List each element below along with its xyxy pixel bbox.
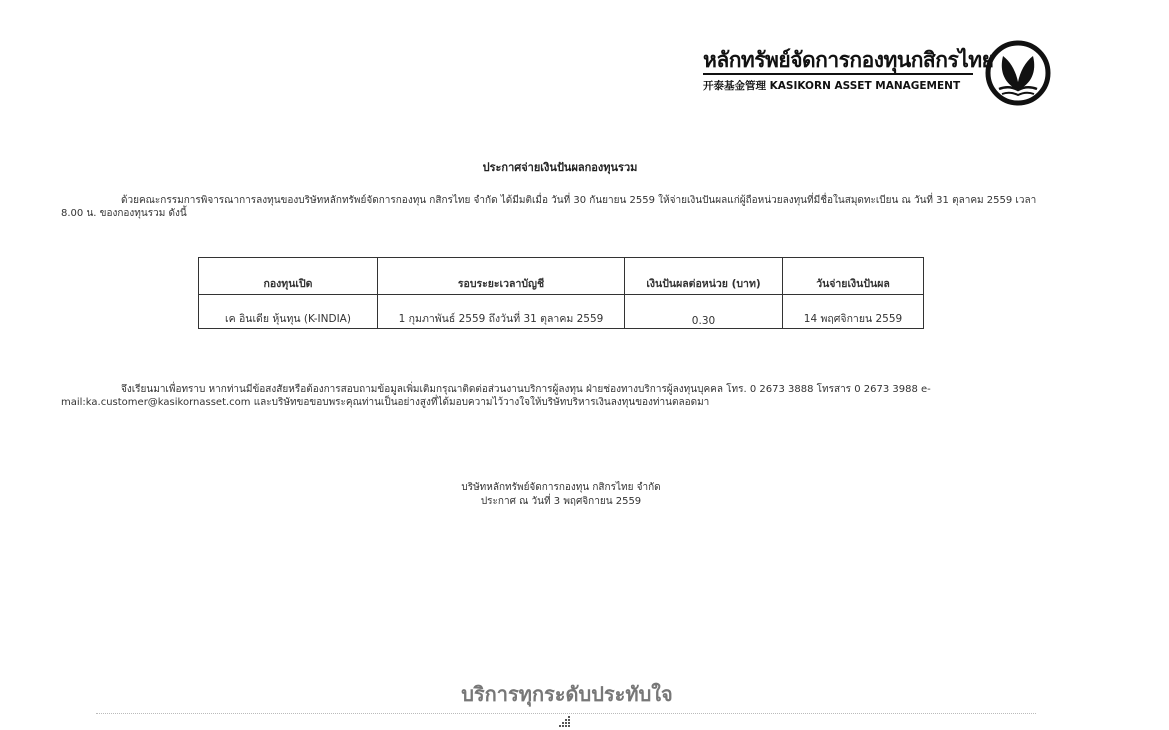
cell-dividend: 0.30: [625, 295, 783, 329]
document-title: ประกาศจ่ายเงินปันผลกองทุนรวม: [482, 161, 638, 174]
header-fund: กองทุนเปิด: [199, 258, 378, 295]
logo-underline: [703, 73, 973, 75]
signature-company: บริษัทหลักทรัพย์จัดการกองทุน กสิกรไทย จำกัด: [461, 482, 661, 493]
table-row: [199, 295, 924, 329]
logo-thai-text: หลักทรัพย์จัดการกองทุนกสิกรไทย: [703, 48, 994, 72]
table-header-row: [199, 258, 924, 295]
company-logo: [700, 38, 1052, 108]
dividend-table: [198, 257, 924, 329]
intro-paragraph: ด้วยคณะกรรมการพิจารณาการลงทุนของบริษัทหลักทรัพย์จัดการกองทุน กสิกรไทย จำกัด ได้มีมติเมื่อ วันที่ 30 กันยายน 2559 ให้จ่ายเงินปันผลแก่ผู้ถือหน่วยลงทุนที่มีชื่อในสมุดทะเบียน ณ วันที่ 31 ตุลาคม 2559 เวลา 8.00 น. ของกองทุนรวม ดังนี้: [61, 195, 1037, 219]
kasikorn-leaf-logo-icon: [985, 40, 1051, 106]
closing-paragraph: จึงเรียนมาเพื่อทราบ หากท่านมีข้อสงสัยหรือต้องการสอบถามข้อมูลเพิ่มเติมกรุณาติดต่อส่วนงานบริการผู้ลงทุน ฝ่ายช่องทางบริการผู้ลงทุนบุคคล โทร. 0 2673 3888 โทรสาร 0 2673 3988 e-mail:ka.customer@kasikornasset.com และบริษัทขอขอบพระคุณท่านเป็นอย่างสูงที่ได้มอบความไว้วางใจให้บริษัทบริหารเงินลงทุนของท่านตลอดมา: [61, 384, 931, 408]
cell-fund-name: เค อินเดีย หุ้นทุน (K-INDIA): [199, 295, 378, 329]
cell-payment-date: 14 พฤศจิกายน 2559: [783, 295, 924, 329]
header-dividend-per-unit: เงินปันผลต่อหน่วย (บาท): [625, 258, 783, 295]
footer-slogan: บริการทุกระดับประทับใจ: [461, 682, 673, 706]
header-accounting-period: รอบระยะเวลาบัญชี: [378, 258, 625, 295]
header-payment-date: วันจ่ายเงินปันผล: [783, 258, 924, 295]
resize-grip-icon[interactable]: [558, 715, 572, 729]
signature-date: ประกาศ ณ วันที่ 3 พฤศจิกายน 2559: [480, 496, 642, 507]
logo-english-text: 开泰基金管理 KASIKORN ASSET MANAGEMENT: [703, 80, 961, 92]
signature-block: [0, 481, 1122, 509]
footer-divider: [96, 713, 1036, 714]
cell-accounting-period: 1 กุมภาพันธ์ 2559 ถึงวันที่ 31 ตุลาคม 2559: [378, 295, 625, 329]
